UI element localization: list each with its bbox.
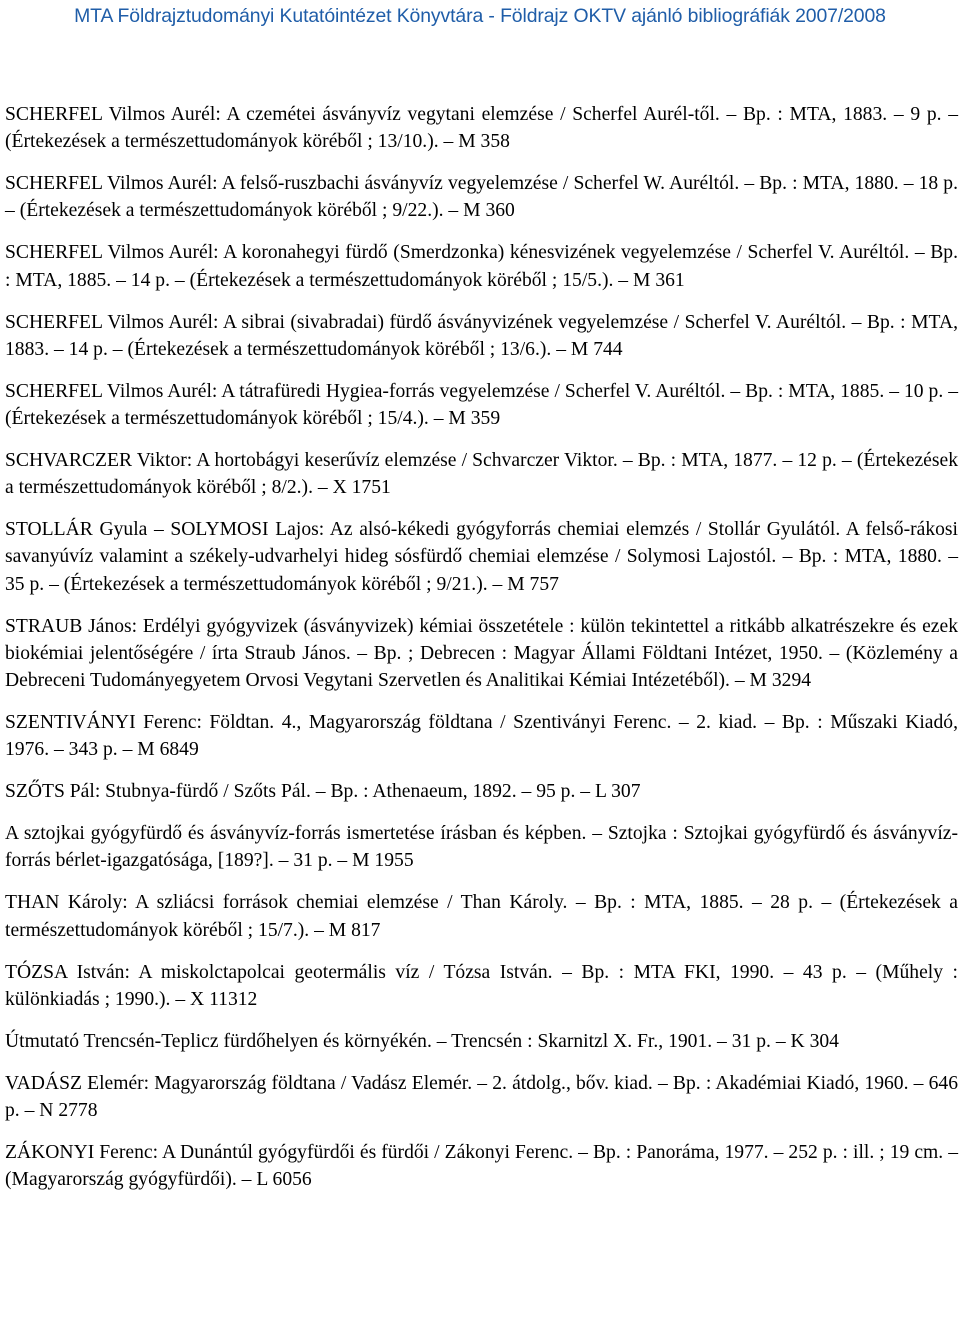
bibliography-entry: Útmutató Trencsén-Teplicz fürdőhelyen és környékén. – Trencsén : Skarnitzl X. Fr., 1901. – 31 p. – K 304 [5,1030,839,1052]
bibliography-list [5,101,958,1193]
bibliography-entry: SCHERFEL Vilmos Aurél: A felső-ruszbachi ásványvíz vegyelemzése / Scherfel W. Auréltól. – Bp. : MTA, 1880. – 18 p. – (Értekezések a természettudományok köréből ; 9/22.). – M 360 [5,173,958,222]
bibliography-entry: A sztojkai gyógyfürdő és ásványvíz-forrás ismertetése írásban és képben. – Sztojka : Sztojkai gyógyfürdő és ásványvíz-forrás bérlet-igazgatósága, [189?]. – 31 p. – M 1955 [5,823,958,872]
bibliography-entry: VADÁSZ Elemér: Magyarország földtana / Vadász Elemér. – 2. átdolg., bőv. kiad. – Bp. : Akadémiai Kiadó, 1960. – 646 p. – N 2778 [5,1072,958,1121]
bibliography-entry: SCHERFEL Vilmos Aurél: A koronahegyi fürdő (Smerdzonka) kénesvizének vegyelemzése / Scherfel V. Auréltól. – Bp. : MTA, 1885. – 14 p. – (Értekezések a természettudományok köréből ; 15/5.). – M 361 [5,242,958,291]
bibliography-entry: STRAUB János: Erdélyi gyógyvizek (ásványvizek) kémiai összetétele : külön tekintettel a ritkább alkatrészekre és ezek biokémiai jelentőségére / írta Straub János. – Bp. ; Debrecen : Magyar Állami Földtani Intézet, 1950. – (Közlemény a Debreceni Tudományegyetem Orvosi Vegytani Szervetlen és Analitikai Kémiai Intézetéből). – M 3294 [5,615,958,692]
bibliography-entry: SCHVARCZER Viktor: A hortobágyi keserűvíz elemzése / Schvarczer Viktor. – Bp. : MTA, 1877. – 12 p. – (Értekezések a természettudományok köréből ; 8/2.). – X 1751 [5,449,958,499]
page-header: MTA Földrajztudományi Kutatóintézet Könyvtára - Földrajz OKTV ajánló bibliográfiák 2007/2008 [74,5,886,27]
bibliography-entry: THAN Károly: A szliácsi források chemiai elemzése / Than Károly. – Bp. : MTA, 1885. – 28 p. – (Értekezések a természettudományok köréből ; 15/7.). – M 817 [5,892,958,941]
bibliography-entry: TÓZSA István: A miskolctapolcai geotermális víz / Tózsa István. – Bp. : MTA FKI, 1990. – 43 p. – (Műhely : különkiadás ; 1990.). – X 11312 [5,961,958,1010]
bibliography-entry: SCHERFEL Vilmos Aurél: A czemétei ásványvíz vegytani elemzése / Scherfel Aurél-től. – Bp. : MTA, 1883. – 9 p. – (Értekezések a természettudományok köréből ; 13/10.). – M 358 [5,104,958,153]
bibliography-entry: STOLLÁR Gyula – SOLYMOSI Lajos: Az alsó-kékedi gyógyforrás chemiai elemzés / Stollár Gyulától. A felső-rákosi savanyúvíz valamint a székely-udvarhelyi hideg sósfürdő chemiai elemzése / Solymosi Lajostól. – Bp. : MTA, 1880. – 35 p. – (Értekezések a természettudományok köréből ; 9/21.). – M 757 [5,519,958,595]
bibliography-entry: SCHERFEL Vilmos Aurél: A sibrai (sivabradai) fürdő ásványvizének vegyelemzése / Scherfel V. Auréltól. – Bp. : MTA, 1883. – 14 p. – (Értekezések a természettudományok köréből ; 13/6.). – M 744 [5,311,958,360]
bibliography-entry: SZŐTS Pál: Stubnya-fürdő / Szőts Pál. – Bp. : Athenaeum, 1892. – 95 p. – L 307 [5,781,641,803]
bibliography-entry: SCHERFEL Vilmos Aurél: A tátrafüredi Hygiea-forrás vegyelemzése / Scherfel V. Auréltól. – Bp. : MTA, 1885. – 10 p. – (Értekezések a természettudományok köréből ; 15/4.). – M 359 [5,380,958,430]
bibliography-entry: SZENTIVÁNYI Ferenc: Földtan. 4., Magyarország földtana / Szentiványi Ferenc. – 2. kiad. – Bp. : Műszaki Kiadó, 1976. – 343 p. – M 6849 [5,712,958,761]
bibliography-entry: ZÁKONYI Ferenc: A Dunántúl gyógyfürdői és fürdői / Zákonyi Ferenc. – Bp. : Panoráma, 1977. – 252 p. : ill. ; 19 cm. – (Magyarország gyógyfürdői). – L 6056 [5,1141,958,1191]
